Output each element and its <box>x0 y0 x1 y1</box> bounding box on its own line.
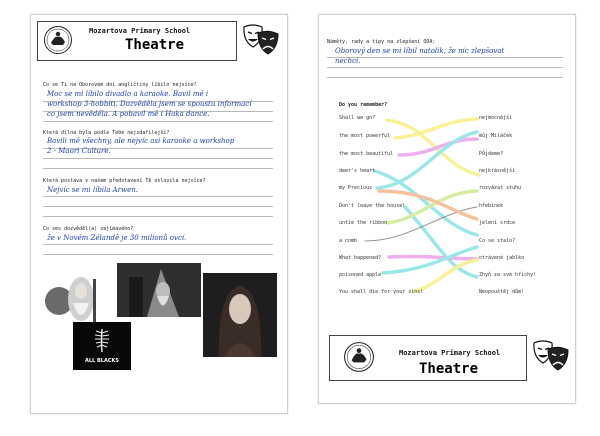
question-1-answer-line-2: workshop 3-hobbiti. Dozvěděla jsem se spoustu informací <box>47 100 252 108</box>
left-item-1: Shall we go? <box>339 115 376 121</box>
left-worksheet-page <box>30 14 288 414</box>
school-logo-icon <box>43 25 73 55</box>
left-item-6: Don't leave the house! <box>339 203 406 209</box>
left-item-11: You shall die for your sins! <box>339 289 424 295</box>
right-item-11: Neopouštěj dům! <box>479 289 525 295</box>
photo-saruman <box>41 269 111 327</box>
question-2-answer-line-1: Bavili mě všechny, ale nejvíc asi karaoke a workshop <box>47 137 235 145</box>
left-item-4: deer's heart <box>339 168 376 174</box>
left-item-7: untie the ribbon <box>339 220 388 226</box>
right-item-1: nejmocnější <box>479 115 513 121</box>
right-item-8: Co se stalo? <box>479 238 516 244</box>
matching-heading: Do you remember? <box>339 102 388 108</box>
all-blacks-label: ALL BLACKS <box>85 358 119 364</box>
left-item-2: the most powerful <box>339 133 391 139</box>
page-title: Theatre <box>125 37 185 53</box>
right-item-2: můj Miláček <box>479 133 513 139</box>
right-item-7: jelení srdce <box>479 220 516 226</box>
theatre-masks-icon <box>241 23 281 59</box>
question-3-answer-line-1: Nejvíc se mi líbila Arwen. <box>47 186 138 194</box>
left-item-9: What happened? <box>339 255 382 261</box>
right-item-3: Půjdeme? <box>479 151 504 157</box>
right-worksheet-page <box>318 14 576 404</box>
right-item-9: otrávené jablko <box>479 255 525 261</box>
feedback-prompt: Náměty, rady a tipy na zlepšení OOA: <box>327 39 436 45</box>
right-item-5: rozvázat stuhu <box>479 185 522 191</box>
left-item-5: my Precious <box>339 185 373 191</box>
question-2-prompt: Která dílna byla podle Tebe nejzdařilejší? <box>43 130 170 136</box>
silver-fern-icon <box>90 327 114 353</box>
left-item-10: poisoned apple <box>339 272 382 278</box>
question-2-answer-line-2: 2 - Maori Culture. <box>47 147 111 155</box>
photo-gandalf <box>117 263 201 317</box>
footer-title: Theatre <box>419 361 479 377</box>
question-1-answer-line-1: Moc se mi líbilo divadlo a karaoke. Bavil mě i <box>47 90 209 98</box>
left-item-3: the most beautiful <box>339 151 394 157</box>
question-4-prompt: Co ses dozvěděl(a) zajímavého? <box>43 226 134 232</box>
question-1-answer-line-3: co jsem nevěděla. A pobavil mě i Haka dance. <box>47 110 210 118</box>
photo-arwen <box>203 273 277 357</box>
left-item-8: a comb <box>339 238 358 244</box>
school-logo-icon <box>343 341 375 373</box>
feedback-line-1: Oborový den se mi líbil natolik, že nic zlepšovat <box>335 47 505 55</box>
matching-lines <box>319 15 575 315</box>
school-name: Mozartova Primary School <box>89 27 191 35</box>
right-item-10: Zhyň za své hříchy! <box>479 272 537 278</box>
footer-school-name: Mozartova Primary School <box>399 349 501 357</box>
question-1-prompt: Co se Ti na Oborovém dni angličtiny líbilo nejvíce? <box>43 82 197 88</box>
theatre-masks-icon <box>531 339 571 375</box>
question-4-answer-line-1: že v Novém Zélandě je 30 milionů ovcí. <box>47 234 187 242</box>
all-blacks-logo <box>73 322 131 370</box>
question-3-prompt: Která postava v našem představení Tě oslovila nejvíce? <box>43 178 206 184</box>
right-item-6: hřebínek <box>479 203 504 209</box>
right-item-4: nejkrásnější <box>479 168 516 174</box>
feedback-line-2: nechci. <box>335 57 361 65</box>
